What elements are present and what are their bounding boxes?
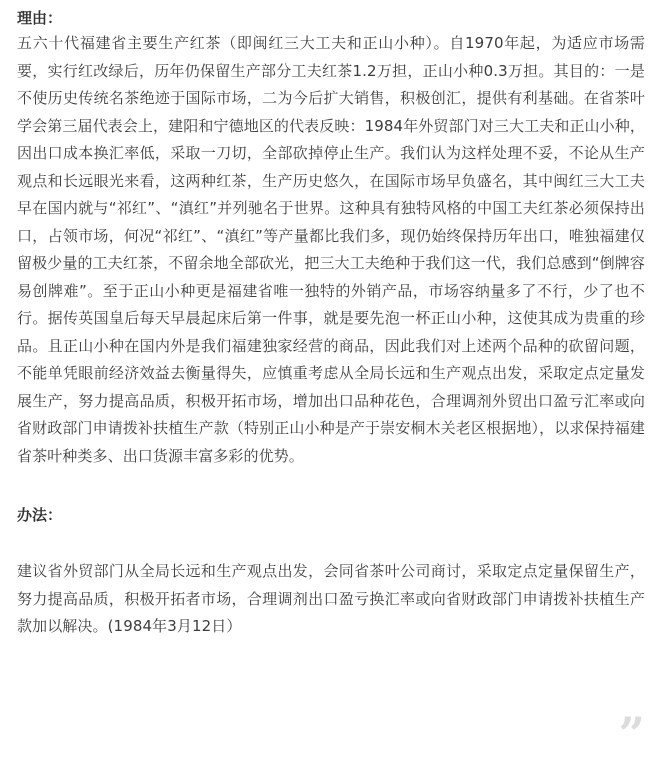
spacer <box>17 470 645 505</box>
reason-heading: 理由： <box>17 9 63 27</box>
spacer <box>17 525 645 558</box>
closing-quote-icon: ” <box>618 707 645 761</box>
article-content <box>17 8 645 641</box>
method-heading: 办法： <box>17 506 63 524</box>
method-paragraph: 建议省外贸部门从全局长远和生产观点出发，会同省茶叶公司商讨，采取定点定量保留生产，努力提高品质，积极开拓者市场，合理调剂出口盈亏换汇率或向省财政部门申请拨补扶植生产款加以解决。(1984年3月12日） <box>17 562 645 635</box>
reason-paragraph: 五六十代福建省主要生产红茶（即闽红三大工夫和正山小种）。自1970年起，为适应市场需要，实行红改绿后，历年仍保留生产部分工夫红茶1.2万担，正山小种0.3万担。其目的：一是不使历史传统名茶绝迹于国际市场，二为今后扩大销售，积极创汇，提供有利基础。在省茶叶学会第三届代表会上，建阳和宁德地区的代表反映：1984年外贸部门对三大工夫和正山小种，因出口成本换汇率低，采取一刀切，全部砍掉停止生产。我们认为这样处理不妥，不论从生产观点和长远眼光来看，这两种红茶，生产历史悠久，在国际市场早负盛名，其中闽红三大工夫早在国内就与“祁红”、“滇红”并列驰名于世界。这种具有独特风格的中国工夫红茶必须保持出口，占领市场，何况“祁红”、“滇红”等产量都比我们多，现仍始终保持历年出口，唯独福建仅留极少量的工夫红茶，不留余地全部砍光，把三大工夫绝种于我们这一代，我们总感到“倒牌容易创牌难”。至于正山小种更是福建省唯一独特的外销产品，市场容纳量多了不行，少了也不行。据传英国皇后每天早晨起床后第一件事，就是要先泡一杯正山小种，这使其成为贵重的珍品。且正山小种在国内外是我们福建独家经营的商品，因此我们对上述两个品种的砍留问题，不能单凭眼前经济效益去衡量得失，应慎重考虑从全局长远和生产观点出发，采取定点定量发展生产，努力提高品质，积极开拓市场，增加出口品种花色，合理调剂外贸出口盈亏汇率或向省财政部门申请拨补扶植生产款（特别正山小种是产于崇安桐木关老区根据地），以求保持福建省茶叶种类多、出口货源丰富多彩的优势。 <box>17 34 645 465</box>
